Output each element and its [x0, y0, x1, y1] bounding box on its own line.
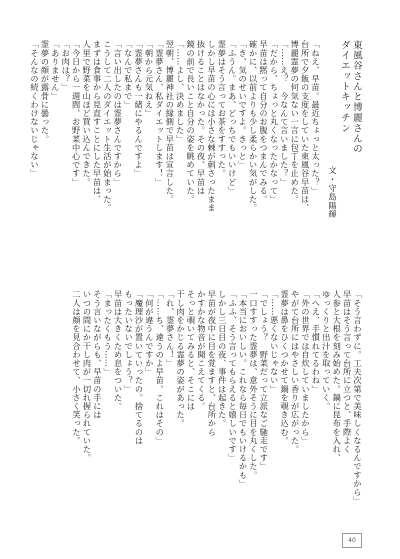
text-column: 早苗はそう言って台所に立つと、手際よく — [342, 290, 353, 454]
story-title-line-2: ダイエットキッチン — [339, 40, 350, 134]
text-column: いつの間にか干し肉が一切れ握られていた。 — [82, 290, 93, 462]
text-column: 「朝から元気ねえ」 — [144, 40, 155, 118]
text-column: 「ねえ、早苗。最近ちょっと太った？」 — [311, 40, 321, 195]
text-column: 霊夢はそう言ってお茶をすすった。 — [217, 40, 228, 178]
text-column: 確かに、以前よりも少し柔らかい気がした。 — [248, 40, 259, 212]
text-column: 博麗霊夢の何気ない一言に包丁を止めた。 — [290, 40, 301, 204]
text-column: そっと覗いてみると、そこには — [186, 290, 197, 411]
text-column: 二人は顔を見合わせて、小さく笑った。 — [72, 290, 83, 445]
text-column: 抜けることはなかった。その夜、早苗は — [196, 40, 207, 195]
text-column: 霊夢は鼻をひくつかせて鍋を覗き込む。 — [280, 290, 291, 445]
text-column: 「……悪くないじゃない」 — [269, 290, 280, 394]
text-column: 干し肉をかじる霊夢の姿があった。 — [176, 290, 187, 428]
text-column: かすかな物音が聞こえてくる。 — [196, 290, 207, 411]
text-column: 早苗は大きくため息をついた。 — [113, 290, 124, 411]
text-column: 「何が違うんですか」 — [144, 290, 155, 376]
text-column: 「だから、ちょっと丸くなったかなって」 — [269, 40, 280, 204]
page-number: 40 — [342, 533, 362, 548]
text-column: 早苗が夜中に目を覚ますと、台所から — [207, 290, 218, 437]
text-column: しかし早苗の心には小さな棘が刺さったまま — [206, 40, 217, 212]
text-column: 鏡の前で長いこと自分の姿を眺めていた。 — [186, 40, 197, 204]
text-column: 早苗は黙って自分のお腹をつまんでみる。 — [258, 40, 269, 204]
text-column: 「外の世界では自炊していましたから」 — [300, 290, 311, 445]
text-column: 「今日から一週間、お野菜中心です」 — [71, 40, 82, 187]
text-column: 「お肉は？」 — [61, 40, 72, 92]
author-credit: 文・守島陽輝 — [328, 166, 338, 219]
bottom-text-tier — [36, 290, 362, 530]
text-column: 「き、気のせいですよ。きっと」 — [238, 40, 249, 169]
text-column: 「本当においしい。これなら毎日でもいけるかも」 — [238, 290, 249, 488]
text-column: もったいないでしょう？」 — [124, 290, 135, 394]
text-column: 「魔理沙が置いていったの。捨てるのは — [134, 290, 145, 445]
text-column: そう言いながらも、早苗の手には — [92, 290, 103, 419]
text-column: 霊夢の顔が露骨に曇った。 — [40, 40, 51, 144]
text-column: 「ありません」 — [50, 40, 61, 101]
text-column: 「言い出したのは霊夢さんですから」 — [113, 40, 124, 187]
top-text-tier — [30, 40, 362, 286]
text-column: 人参と大根を刻み始めた。鍋に昆布を入れ、 — [332, 290, 343, 462]
text-column: やがて台所にはやさしい香りが広がった。 — [290, 290, 301, 454]
bottom-columns — [72, 290, 362, 530]
text-column: 「へえ、手慣れてるわね」 — [311, 290, 322, 394]
text-column: 「……よし、決めました」 — [175, 40, 186, 144]
story-title-line-1: 東風谷さんと博麗さんの — [351, 40, 362, 155]
text-column: 人里で野菜を山ほど買い込んできた。 — [82, 40, 93, 187]
text-column: 「そんなの続くわけないじゃない」 — [30, 40, 41, 178]
text-column: 「……え？ 今なんて言いました？」 — [279, 40, 290, 187]
text-column: こうして二人のダイエット生活が始まった。 — [102, 40, 113, 212]
text-column: 一口すすった霊夢は、意外そうに目を丸くした。 — [248, 290, 259, 480]
top-columns — [30, 40, 362, 286]
text-column: ゆっくりと出汁を取っていく。 — [321, 290, 332, 411]
text-column: 「霊夢さん、私ダイエットします！」 — [154, 40, 165, 187]
text-column: 「そう言わずに。工夫次第で美味しくなるんですから」 — [353, 290, 363, 505]
column-gap — [321, 40, 327, 286]
text-column: 「まったくもう……」 — [103, 290, 114, 376]
text-column: 「ふうん。まあ、どっちでもいいけど」 — [227, 40, 238, 195]
text-column: 「霊夢さんも一緒にやるんですよ」 — [134, 40, 145, 178]
text-column: 「でしょう？ 野菜だって立派なご馳走です」 — [259, 290, 270, 471]
text-column: まずは食事から見直すことにした早苗は、 — [92, 40, 103, 204]
text-column: 「なんで私まで」 — [123, 40, 134, 109]
text-column: 台所で夕飯の支度をしていた東風谷早苗は、 — [300, 40, 311, 212]
text-column: 「……ち、違うのよ早苗。これはその」 — [155, 290, 166, 445]
text-column: しかし三日目の夜、事件は起きた。 — [217, 290, 228, 428]
text-column: 「ふふ、そう言ってもらえると嬉しいです」 — [228, 290, 239, 462]
text-column: 「れ、霊夢さん！」 — [165, 290, 176, 368]
text-column: 翌朝、博麗神社の縁側で早苗は宣言した。 — [165, 40, 176, 204]
